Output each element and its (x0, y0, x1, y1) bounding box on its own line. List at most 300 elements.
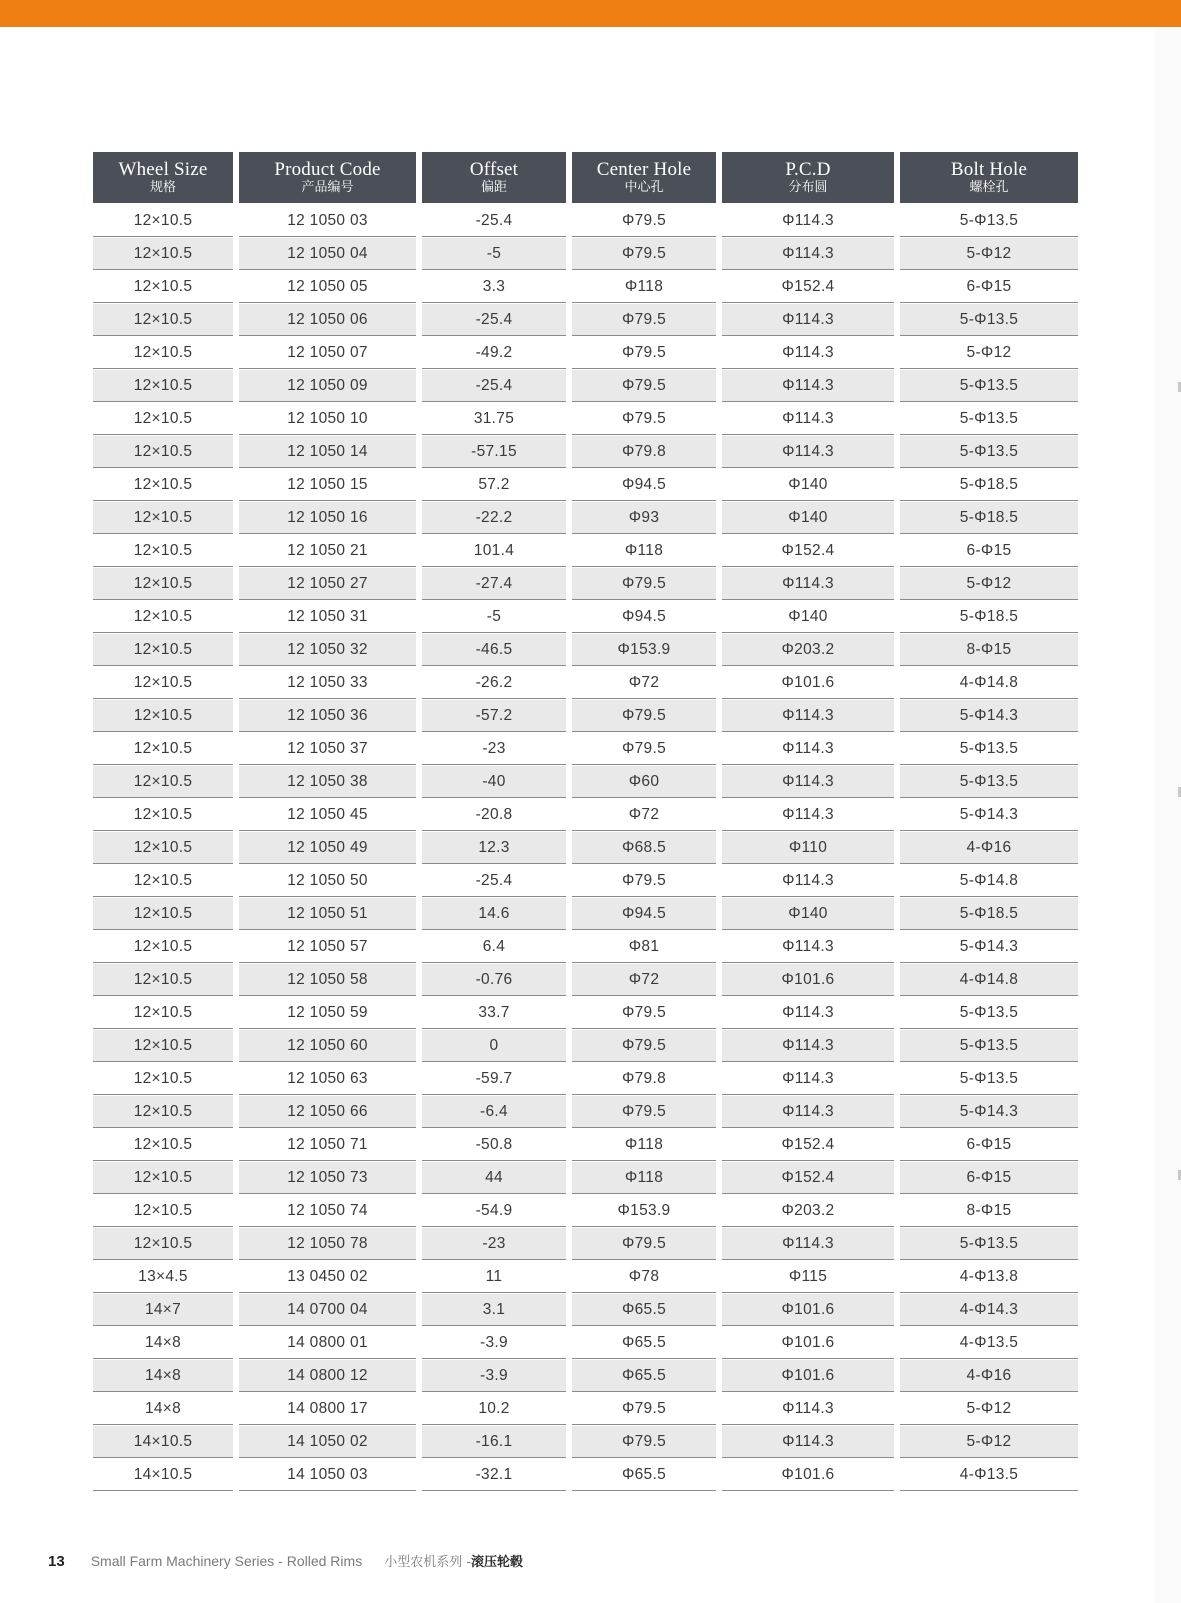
pcd-cell: Φ152.4 (722, 1129, 894, 1161)
table-row (93, 1096, 1078, 1128)
product-code-cell: 12 1050 03 (239, 205, 416, 237)
product-code-cell: 14 0800 17 (239, 1393, 416, 1425)
pcd-cell: Φ110 (722, 832, 894, 864)
center-hole-cell: Φ118 (572, 1162, 716, 1194)
product-code-cell: 12 1050 57 (239, 931, 416, 963)
offset-cell: -49.2 (422, 337, 566, 369)
bolt-hole-cell: 5-Φ12 (900, 1393, 1078, 1425)
center-hole-cell: Φ60 (572, 766, 716, 798)
bolt-hole-cell: 6-Φ15 (900, 271, 1078, 303)
center-hole-cell: Φ79.8 (572, 436, 716, 468)
offset-cell: -57.15 (422, 436, 566, 468)
table-row (93, 1360, 1078, 1392)
pcd-cell: Φ114.3 (722, 1030, 894, 1062)
header-label-en: Product Code (274, 159, 381, 180)
pcd-cell: Φ152.4 (722, 1162, 894, 1194)
table-row (93, 271, 1078, 303)
wheel-size-cell: 12×10.5 (93, 667, 233, 699)
table-row (93, 931, 1078, 963)
product-code-cell: 12 1050 21 (239, 535, 416, 567)
table-row (93, 1393, 1078, 1425)
wheel-size-cell: 14×8 (93, 1360, 233, 1392)
wheel-size-cell: 12×10.5 (93, 271, 233, 303)
product-code-cell: 14 1050 03 (239, 1459, 416, 1491)
table-row (93, 1459, 1078, 1491)
bolt-hole-cell: 5-Φ13.5 (900, 1063, 1078, 1095)
header-label-cn: 中心孔 (624, 180, 664, 195)
offset-cell: 33.7 (422, 997, 566, 1029)
table-row (93, 403, 1078, 435)
table-row (93, 1294, 1078, 1326)
header-label-cn: 产品编号 (301, 180, 354, 195)
bolt-hole-cell: 5-Φ14.3 (900, 931, 1078, 963)
pcd-cell: Φ114.3 (722, 766, 894, 798)
product-code-cell: 12 1050 66 (239, 1096, 416, 1128)
center-hole-cell: Φ79.5 (572, 568, 716, 600)
product-code-cell: 12 1050 49 (239, 832, 416, 864)
center-hole-cell: Φ79.5 (572, 865, 716, 897)
table-row (93, 1162, 1078, 1194)
table-row (93, 799, 1078, 831)
table-row (93, 568, 1078, 600)
center-hole-cell: Φ79.5 (572, 700, 716, 732)
center-hole-cell: Φ79.5 (572, 1228, 716, 1260)
product-code-cell: 12 1050 31 (239, 601, 416, 633)
product-code-cell: 12 1050 63 (239, 1063, 416, 1095)
product-code-cell: 12 1050 07 (239, 337, 416, 369)
wheel-size-cell: 12×10.5 (93, 535, 233, 567)
product-code-cell: 12 1050 37 (239, 733, 416, 765)
table-row (93, 1195, 1078, 1227)
pcd-cell: Φ140 (722, 601, 894, 633)
rim-spec-table (93, 152, 1078, 1492)
product-code-cell: 12 1050 36 (239, 700, 416, 732)
pcd-cell: Φ114.3 (722, 733, 894, 765)
center-hole-cell: Φ79.5 (572, 337, 716, 369)
header-label-en: P.C.D (785, 159, 831, 180)
center-hole-cell: Φ72 (572, 799, 716, 831)
pcd-cell: Φ114.3 (722, 700, 894, 732)
header-bolt-hole (900, 152, 1078, 203)
offset-cell: -26.2 (422, 667, 566, 699)
center-hole-cell: Φ93 (572, 502, 716, 534)
bolt-hole-cell: 4-Φ14.8 (900, 964, 1078, 996)
wheel-size-cell: 12×10.5 (93, 832, 233, 864)
table-row (93, 832, 1078, 864)
center-hole-cell: Φ153.9 (572, 634, 716, 666)
bolt-hole-cell: 5-Φ13.5 (900, 205, 1078, 237)
bolt-hole-cell: 5-Φ14.3 (900, 799, 1078, 831)
offset-cell: -5 (422, 601, 566, 633)
wheel-size-cell: 12×10.5 (93, 1162, 233, 1194)
bolt-hole-cell: 5-Φ13.5 (900, 1228, 1078, 1260)
bolt-hole-cell: 4-Φ14.8 (900, 667, 1078, 699)
wheel-size-cell: 12×10.5 (93, 865, 233, 897)
table-row (93, 337, 1078, 369)
product-code-cell: 12 1050 14 (239, 436, 416, 468)
table-row (93, 733, 1078, 765)
pcd-cell: Φ114.3 (722, 1228, 894, 1260)
offset-cell: -3.9 (422, 1327, 566, 1359)
table-row (93, 667, 1078, 699)
bolt-hole-cell: 5-Φ14.8 (900, 865, 1078, 897)
product-code-cell: 12 1050 05 (239, 271, 416, 303)
bolt-hole-cell: 5-Φ12 (900, 568, 1078, 600)
top-accent-bar (0, 0, 1181, 27)
table-row (93, 865, 1078, 897)
table-row (93, 1063, 1078, 1095)
wheel-size-cell: 12×10.5 (93, 634, 233, 666)
wheel-size-cell: 14×8 (93, 1327, 233, 1359)
center-hole-cell: Φ65.5 (572, 1294, 716, 1326)
product-code-cell: 14 0800 12 (239, 1360, 416, 1392)
offset-cell: 44 (422, 1162, 566, 1194)
pcd-cell: Φ114.3 (722, 337, 894, 369)
offset-cell: 6.4 (422, 931, 566, 963)
offset-cell: 10.2 (422, 1393, 566, 1425)
center-hole-cell: Φ65.5 (572, 1327, 716, 1359)
product-code-cell: 12 1050 58 (239, 964, 416, 996)
product-code-cell: 12 1050 51 (239, 898, 416, 930)
product-code-cell: 12 1050 15 (239, 469, 416, 501)
bolt-hole-cell: 4-Φ14.3 (900, 1294, 1078, 1326)
offset-cell: 12.3 (422, 832, 566, 864)
pcd-cell: Φ203.2 (722, 634, 894, 666)
product-code-cell: 12 1050 32 (239, 634, 416, 666)
center-hole-cell: Φ79.5 (572, 1030, 716, 1062)
center-hole-cell: Φ79.5 (572, 370, 716, 402)
wheel-size-cell: 12×10.5 (93, 205, 233, 237)
offset-cell: 57.2 (422, 469, 566, 501)
pcd-cell: Φ114.3 (722, 865, 894, 897)
product-code-cell: 12 1050 73 (239, 1162, 416, 1194)
offset-cell: -57.2 (422, 700, 566, 732)
wheel-size-cell: 12×10.5 (93, 1195, 233, 1227)
pcd-cell: Φ114.3 (722, 931, 894, 963)
offset-cell: -40 (422, 766, 566, 798)
pcd-cell: Φ140 (722, 502, 894, 534)
wheel-size-cell: 12×10.5 (93, 436, 233, 468)
pcd-cell: Φ152.4 (722, 271, 894, 303)
bolt-hole-cell: 5-Φ12 (900, 238, 1078, 270)
product-code-cell: 12 1050 74 (239, 1195, 416, 1227)
pcd-cell: Φ140 (722, 469, 894, 501)
table-row (93, 205, 1078, 237)
wheel-size-cell: 12×10.5 (93, 337, 233, 369)
product-code-cell: 14 0700 04 (239, 1294, 416, 1326)
table-row (93, 898, 1078, 930)
wheel-size-cell: 12×10.5 (93, 1228, 233, 1260)
pcd-cell: Φ140 (722, 898, 894, 930)
header-label-cn: 偏距 (480, 180, 507, 195)
header-label-en: Wheel Size (118, 159, 208, 180)
header-label-en: Center Hole (596, 159, 692, 180)
pcd-cell: Φ114.3 (722, 1063, 894, 1095)
offset-cell: -20.8 (422, 799, 566, 831)
bolt-hole-cell: 5-Φ14.3 (900, 1096, 1078, 1128)
wheel-size-cell: 12×10.5 (93, 799, 233, 831)
center-hole-cell: Φ79.5 (572, 238, 716, 270)
center-hole-cell: Φ94.5 (572, 469, 716, 501)
table-row (93, 1327, 1078, 1359)
bolt-hole-cell: 4-Φ13.5 (900, 1459, 1078, 1491)
bolt-hole-cell: 8-Φ15 (900, 634, 1078, 666)
wheel-size-cell: 12×10.5 (93, 601, 233, 633)
offset-cell: -22.2 (422, 502, 566, 534)
header-label-cn: 螺栓孔 (969, 180, 1009, 195)
wheel-size-cell: 14×10.5 (93, 1459, 233, 1491)
wheel-size-cell: 12×10.5 (93, 733, 233, 765)
table-row (93, 1129, 1078, 1161)
offset-cell: 3.3 (422, 271, 566, 303)
header-wheel-size (93, 152, 233, 203)
center-hole-cell: Φ65.5 (572, 1360, 716, 1392)
series-title-cn: 小型农机系列 - (384, 1555, 472, 1570)
product-code-cell: 12 1050 45 (239, 799, 416, 831)
wheel-size-cell: 12×10.5 (93, 964, 233, 996)
center-hole-cell: Φ79.5 (572, 1096, 716, 1128)
bolt-hole-cell: 5-Φ13.5 (900, 370, 1078, 402)
center-hole-cell: Φ79.5 (572, 1426, 716, 1458)
offset-cell: -54.9 (422, 1195, 566, 1227)
bolt-hole-cell: 4-Φ13.5 (900, 1327, 1078, 1359)
product-code-cell: 12 1050 06 (239, 304, 416, 336)
wheel-size-cell: 12×10.5 (93, 469, 233, 501)
offset-cell: 3.1 (422, 1294, 566, 1326)
product-code-cell: 12 1050 71 (239, 1129, 416, 1161)
bolt-hole-cell: 6-Φ15 (900, 535, 1078, 567)
center-hole-cell: Φ79.8 (572, 1063, 716, 1095)
center-hole-cell: Φ118 (572, 1129, 716, 1161)
center-hole-cell: Φ65.5 (572, 1459, 716, 1491)
wheel-size-cell: 12×10.5 (93, 403, 233, 435)
product-code-cell: 14 1050 02 (239, 1426, 416, 1458)
bolt-hole-cell: 5-Φ18.5 (900, 898, 1078, 930)
wheel-size-cell: 14×8 (93, 1393, 233, 1425)
wheel-size-cell: 13×4.5 (93, 1261, 233, 1293)
page-number: 13 (48, 1553, 65, 1570)
center-hole-cell: Φ79.5 (572, 205, 716, 237)
product-code-cell: 12 1050 16 (239, 502, 416, 534)
table-body (93, 205, 1078, 1491)
header-center-hole (572, 152, 716, 203)
product-code-cell: 12 1050 50 (239, 865, 416, 897)
header-pcd (722, 152, 894, 203)
bolt-hole-cell: 5-Φ13.5 (900, 997, 1078, 1029)
center-hole-cell: Φ118 (572, 535, 716, 567)
offset-cell: -0.76 (422, 964, 566, 996)
offset-cell: 101.4 (422, 535, 566, 567)
bolt-hole-cell: 5-Φ13.5 (900, 436, 1078, 468)
wheel-size-cell: 12×10.5 (93, 898, 233, 930)
pcd-cell: Φ114.3 (722, 799, 894, 831)
product-code-cell: 12 1050 04 (239, 238, 416, 270)
wheel-size-cell: 12×10.5 (93, 997, 233, 1029)
offset-cell: 14.6 (422, 898, 566, 930)
pcd-cell: Φ114.3 (722, 403, 894, 435)
bolt-hole-cell: 5-Φ14.3 (900, 700, 1078, 732)
wheel-size-cell: 12×10.5 (93, 1096, 233, 1128)
bolt-hole-cell: 5-Φ18.5 (900, 601, 1078, 633)
bolt-hole-cell: 4-Φ13.8 (900, 1261, 1078, 1293)
bolt-hole-cell: 5-Φ13.5 (900, 766, 1078, 798)
product-code-cell: 14 0800 01 (239, 1327, 416, 1359)
table-row (93, 535, 1078, 567)
center-hole-cell: Φ118 (572, 271, 716, 303)
pcd-cell: Φ101.6 (722, 964, 894, 996)
table-header (93, 152, 1078, 203)
offset-cell: -6.4 (422, 1096, 566, 1128)
pcd-cell: Φ114.3 (722, 238, 894, 270)
bolt-hole-cell: 6-Φ15 (900, 1162, 1078, 1194)
product-code-cell: 12 1050 27 (239, 568, 416, 600)
offset-cell: -25.4 (422, 304, 566, 336)
wheel-size-cell: 12×10.5 (93, 370, 233, 402)
series-title-cn-emphasis: 滚压轮毂 (471, 1555, 524, 1570)
wheel-size-cell: 12×10.5 (93, 1063, 233, 1095)
wheel-size-cell: 12×10.5 (93, 502, 233, 534)
product-code-cell: 12 1050 10 (239, 403, 416, 435)
wheel-size-cell: 12×10.5 (93, 568, 233, 600)
pcd-cell: Φ114.3 (722, 997, 894, 1029)
pcd-cell: Φ101.6 (722, 1360, 894, 1392)
wheel-size-cell: 14×7 (93, 1294, 233, 1326)
center-hole-cell: Φ94.5 (572, 898, 716, 930)
wheel-size-cell: 12×10.5 (93, 766, 233, 798)
table-row (93, 436, 1078, 468)
offset-cell: -5 (422, 238, 566, 270)
pcd-cell: Φ152.4 (722, 535, 894, 567)
offset-cell: -27.4 (422, 568, 566, 600)
pcd-cell: Φ114.3 (722, 1096, 894, 1128)
center-hole-cell: Φ79.5 (572, 1393, 716, 1425)
pcd-cell: Φ114.3 (722, 436, 894, 468)
table-row (93, 766, 1078, 798)
center-hole-cell: Φ68.5 (572, 832, 716, 864)
pcd-cell: Φ114.3 (722, 568, 894, 600)
header-offset (422, 152, 566, 203)
wheel-size-cell: 12×10.5 (93, 700, 233, 732)
bolt-hole-cell: 5-Φ18.5 (900, 469, 1078, 501)
table-row (93, 1261, 1078, 1293)
center-hole-cell: Φ78 (572, 1261, 716, 1293)
header-product-code (239, 152, 416, 203)
bolt-hole-cell: 4-Φ16 (900, 832, 1078, 864)
offset-cell: 11 (422, 1261, 566, 1293)
table-row (93, 964, 1078, 996)
table-row (93, 304, 1078, 336)
offset-cell: -23 (422, 1228, 566, 1260)
product-code-cell: 12 1050 78 (239, 1228, 416, 1260)
bolt-hole-cell: 8-Φ15 (900, 1195, 1078, 1227)
pcd-cell: Φ114.3 (722, 1426, 894, 1458)
table-row (93, 502, 1078, 534)
table-row (93, 1030, 1078, 1062)
bolt-hole-cell: 5-Φ12 (900, 1426, 1078, 1458)
product-code-cell: 12 1050 59 (239, 997, 416, 1029)
pcd-cell: Φ101.6 (722, 667, 894, 699)
bolt-hole-cell: 5-Φ13.5 (900, 304, 1078, 336)
pcd-cell: Φ115 (722, 1261, 894, 1293)
table-row (93, 1426, 1078, 1458)
wheel-size-cell: 12×10.5 (93, 1129, 233, 1161)
product-code-cell: 12 1050 33 (239, 667, 416, 699)
offset-cell: -46.5 (422, 634, 566, 666)
pcd-cell: Φ114.3 (722, 370, 894, 402)
table-row (93, 997, 1078, 1029)
table-row (93, 238, 1078, 270)
pcd-cell: Φ101.6 (722, 1327, 894, 1359)
offset-cell: -3.9 (422, 1360, 566, 1392)
offset-cell: -25.4 (422, 205, 566, 237)
table-row (93, 634, 1078, 666)
table-row (93, 700, 1078, 732)
offset-cell: 0 (422, 1030, 566, 1062)
header-label-cn: 规格 (149, 180, 176, 195)
pcd-cell: Φ101.6 (722, 1459, 894, 1491)
table-row (93, 601, 1078, 633)
center-hole-cell: Φ81 (572, 931, 716, 963)
table-row (93, 469, 1078, 501)
center-hole-cell: Φ79.5 (572, 304, 716, 336)
header-label-en: Bolt Hole (950, 159, 1028, 180)
center-hole-cell: Φ79.5 (572, 733, 716, 765)
pcd-cell: Φ203.2 (722, 1195, 894, 1227)
header-label-en: Offset (469, 159, 519, 180)
page-footer (48, 1551, 523, 1571)
pcd-cell: Φ101.6 (722, 1294, 894, 1326)
product-code-cell: 12 1050 09 (239, 370, 416, 402)
offset-cell: 31.75 (422, 403, 566, 435)
page-edge (1155, 27, 1181, 1603)
bolt-hole-cell: 5-Φ18.5 (900, 502, 1078, 534)
wheel-size-cell: 12×10.5 (93, 1030, 233, 1062)
wheel-size-cell: 14×10.5 (93, 1426, 233, 1458)
offset-cell: -16.1 (422, 1426, 566, 1458)
wheel-size-cell: 12×10.5 (93, 238, 233, 270)
pcd-cell: Φ114.3 (722, 205, 894, 237)
offset-cell: -50.8 (422, 1129, 566, 1161)
bolt-hole-cell: 6-Φ15 (900, 1129, 1078, 1161)
bolt-hole-cell: 5-Φ13.5 (900, 1030, 1078, 1062)
wheel-size-cell: 12×10.5 (93, 304, 233, 336)
bolt-hole-cell: 4-Φ16 (900, 1360, 1078, 1392)
product-code-cell: 12 1050 38 (239, 766, 416, 798)
table-row (93, 370, 1078, 402)
pcd-cell: Φ114.3 (722, 304, 894, 336)
center-hole-cell: Φ72 (572, 964, 716, 996)
product-code-cell: 13 0450 02 (239, 1261, 416, 1293)
offset-cell: -25.4 (422, 865, 566, 897)
center-hole-cell: Φ153.9 (572, 1195, 716, 1227)
pcd-cell: Φ114.3 (722, 1393, 894, 1425)
wheel-size-cell: 12×10.5 (93, 931, 233, 963)
center-hole-cell: Φ72 (572, 667, 716, 699)
header-label-cn: 分布圆 (788, 180, 828, 195)
table-row (93, 1228, 1078, 1260)
center-hole-cell: Φ94.5 (572, 601, 716, 633)
bolt-hole-cell: 5-Φ13.5 (900, 733, 1078, 765)
center-hole-cell: Φ79.5 (572, 403, 716, 435)
bolt-hole-cell: 5-Φ12 (900, 337, 1078, 369)
offset-cell: -23 (422, 733, 566, 765)
bolt-hole-cell: 5-Φ13.5 (900, 403, 1078, 435)
center-hole-cell: Φ79.5 (572, 997, 716, 1029)
series-title-en: Small Farm Machinery Series - Rolled Rims (90, 1553, 363, 1569)
offset-cell: -32.1 (422, 1459, 566, 1491)
offset-cell: -25.4 (422, 370, 566, 402)
product-code-cell: 12 1050 60 (239, 1030, 416, 1062)
